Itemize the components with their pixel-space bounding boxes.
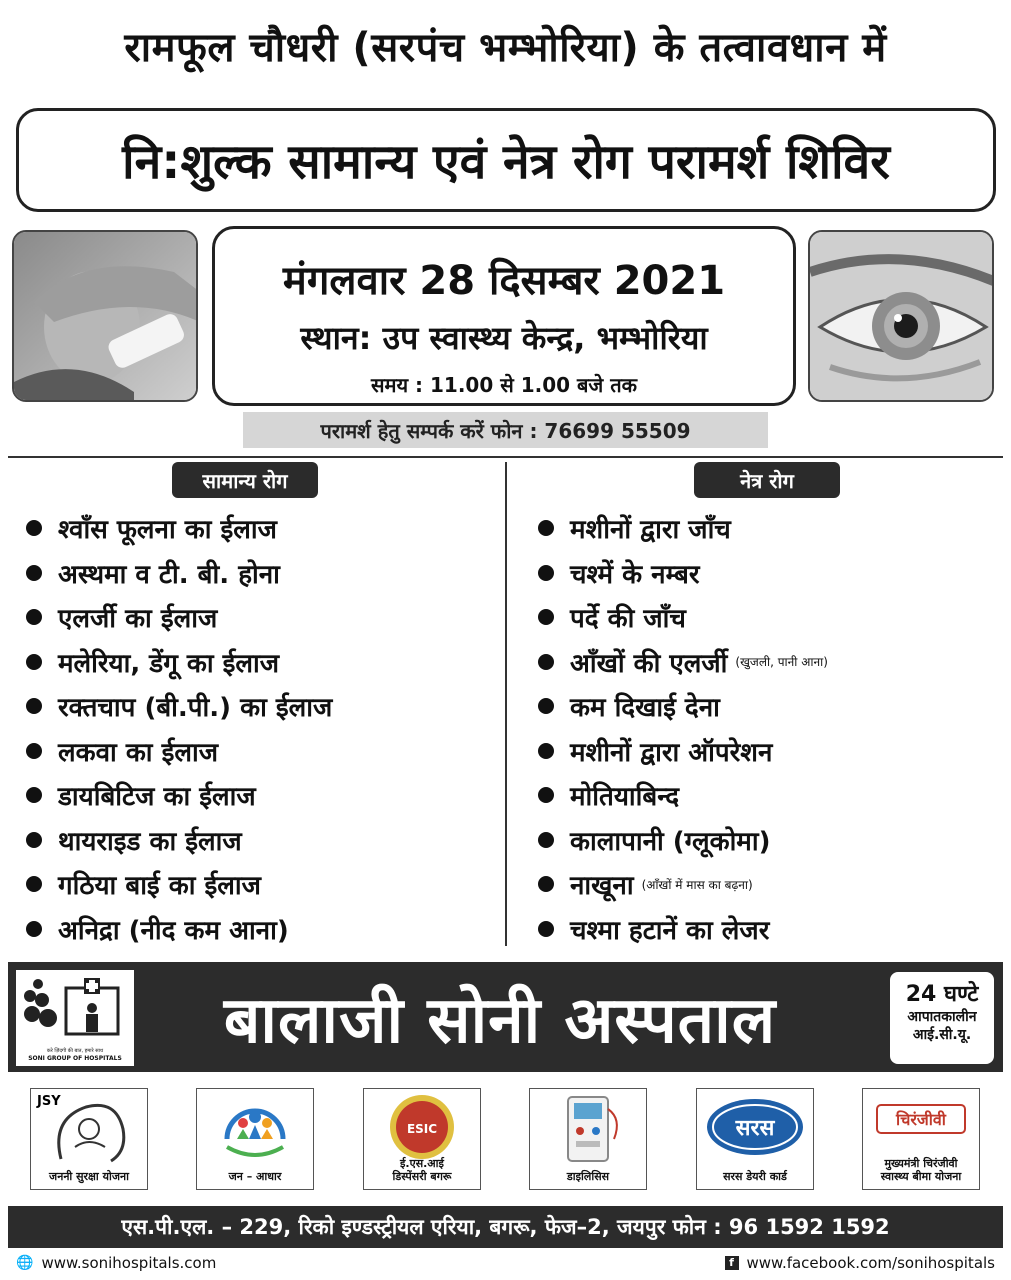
list-item: डायबिटिज का ईलाज xyxy=(26,773,496,818)
bullet-icon xyxy=(26,609,42,625)
bullet-icon xyxy=(26,787,42,803)
column-divider xyxy=(505,462,507,946)
jsy-caption: जननी सुरक्षा योजना xyxy=(49,1170,129,1183)
jsy-logo xyxy=(30,1088,148,1190)
esic-logo xyxy=(363,1088,481,1190)
icu-line2: आई.सी.यू. xyxy=(912,1027,972,1043)
event-time: समय : 11.00 से 1.00 बजे तक xyxy=(370,373,637,397)
jan-aadhar-caption: जन – आधार xyxy=(228,1170,282,1183)
list-item: मलेरिया, डेंगू का ईलाज xyxy=(26,640,496,685)
list-item: एलर्जी का ईलाज xyxy=(26,595,496,640)
chiranjeevi-logo xyxy=(862,1088,980,1190)
list-item: श्वाँस फूलना का ईलाज xyxy=(26,506,496,551)
list-item: मशीनों द्वारा जाँच xyxy=(538,506,998,551)
globe-icon: 🌐 xyxy=(16,1255,34,1271)
list-item: मशीनों द्वारा ऑपरेशन xyxy=(538,729,998,774)
list-item: चश्में के नम्बर xyxy=(538,551,998,596)
eye-diseases-heading: नेत्र रोग xyxy=(694,462,840,498)
list-item: कम दिखाई देना xyxy=(538,684,998,729)
icu-line1: आपातकालीन xyxy=(907,1009,977,1025)
bullet-icon xyxy=(26,698,42,714)
dialysis-logo xyxy=(529,1088,647,1190)
allergy-note: (खुजली, पानी आना) xyxy=(735,655,828,670)
list-item: पर्दे की जाँच xyxy=(538,595,998,640)
logo-group-name: SONI GROUP OF HOSPITALS xyxy=(28,1055,122,1062)
footer xyxy=(8,1250,1003,1276)
dialysis-caption: डाइलिसिस xyxy=(566,1170,610,1183)
hospital-address: एस.पी.एल. – 229, रिको इण्डस्ट्रीयल एरिया, बगरू, फेज–2, जयपुर फोन : 96 1592 1592 xyxy=(8,1206,1003,1248)
bullet-icon xyxy=(538,520,554,536)
bullet-icon xyxy=(26,921,42,937)
bullet-icon xyxy=(538,565,554,581)
saras-logo xyxy=(696,1088,814,1190)
list-item: थायराइड का ईलाज xyxy=(26,818,496,863)
icu-hours: 24 घण्टे xyxy=(905,982,979,1007)
jan-aadhar-logo xyxy=(196,1088,314,1190)
eye-diseases-list xyxy=(538,506,998,951)
list-item: अस्थमा व टी. बी. होना xyxy=(26,551,496,596)
event-date: मंगलवार 28 दिसम्बर 2021 xyxy=(282,258,726,304)
bullet-icon xyxy=(538,832,554,848)
bullet-icon xyxy=(26,832,42,848)
bullet-icon xyxy=(538,921,554,937)
bullet-icon xyxy=(538,654,554,670)
sick-man-photo xyxy=(12,230,198,402)
hospital-logo xyxy=(16,970,134,1066)
list-item: नाखूना (आँखों में मास का बढ़ना) xyxy=(538,862,998,907)
icu-badge xyxy=(890,972,994,1064)
section-divider-top xyxy=(8,456,1003,458)
organizer-heading: रामफूल चौधरी (सरपंच भम्भोरिया) के तत्वावधान में xyxy=(124,25,887,71)
nakhuna-note: (आँखों में मास का बढ़ना) xyxy=(641,877,753,892)
chiranjeevi-caption: मुख्यमंत्री चिरंजीवी स्वास्थ्य बीमा योजना xyxy=(880,1157,962,1183)
website-link[interactable]: 🌐 www.sonihospitals.com xyxy=(16,1254,217,1272)
contact-phone-strip: परामर्श हेतु सम्पर्क करें फोन : 76699 55509 xyxy=(243,412,768,448)
general-diseases-list xyxy=(26,506,496,951)
chiranjeevi-logo-text: चिरंजीवी xyxy=(896,1110,946,1129)
scheme-logos-row xyxy=(8,1078,1003,1204)
camp-title: नि:शुल्क सामान्य एवं नेत्र रोग परामर्श शिविर xyxy=(16,108,996,212)
list-item: अनिद्रा (नीद कम आना) xyxy=(26,907,496,952)
bullet-icon xyxy=(26,743,42,759)
jsy-tag: JSY xyxy=(37,1094,61,1109)
esic-badge-text: ESIC xyxy=(406,1122,438,1136)
eye-photo xyxy=(808,230,994,402)
facebook-icon: f xyxy=(725,1256,739,1270)
general-diseases-heading: सामान्य रोग xyxy=(172,462,318,498)
list-item: गठिया बाई का ईलाज xyxy=(26,862,496,907)
event-info-box xyxy=(212,226,796,406)
facebook-link[interactable]: f www.facebook.com/sonihospitals xyxy=(725,1254,995,1272)
bullet-icon xyxy=(538,743,554,759)
bullet-icon xyxy=(26,654,42,670)
bullet-icon xyxy=(538,609,554,625)
logo-tagline: करे ज़िंदगी की बात, हमारे साथ xyxy=(46,1048,104,1054)
event-place: स्थान: उप स्वास्थ्य केन्द्र, भम्भोरिया xyxy=(300,319,708,357)
list-item: चश्मा हटानें का लेजर xyxy=(538,907,998,952)
bullet-icon xyxy=(538,787,554,803)
list-item: कालापानी (ग्लूकोमा) xyxy=(538,818,998,863)
list-item: आँखों की एलर्जी (खुजली, पानी आना) xyxy=(538,640,998,685)
bullet-icon xyxy=(538,876,554,892)
bullet-icon xyxy=(26,520,42,536)
list-item: रक्तचाप (बी.पी.) का ईलाज xyxy=(26,684,496,729)
saras-logo-text: सरस xyxy=(735,1116,775,1141)
list-item: लकवा का ईलाज xyxy=(26,729,496,774)
esic-caption: ई.एस.आई डिस्पेंसरी बगरू xyxy=(392,1157,452,1183)
bullet-icon xyxy=(538,698,554,714)
bullet-icon xyxy=(26,565,42,581)
list-item: मोतियाबिन्द xyxy=(538,773,998,818)
saras-caption: सरस डेयरी कार्ड xyxy=(723,1170,787,1183)
bullet-icon xyxy=(26,876,42,892)
hospital-name: बालाजी सोनी अस्पताल xyxy=(223,983,777,1058)
